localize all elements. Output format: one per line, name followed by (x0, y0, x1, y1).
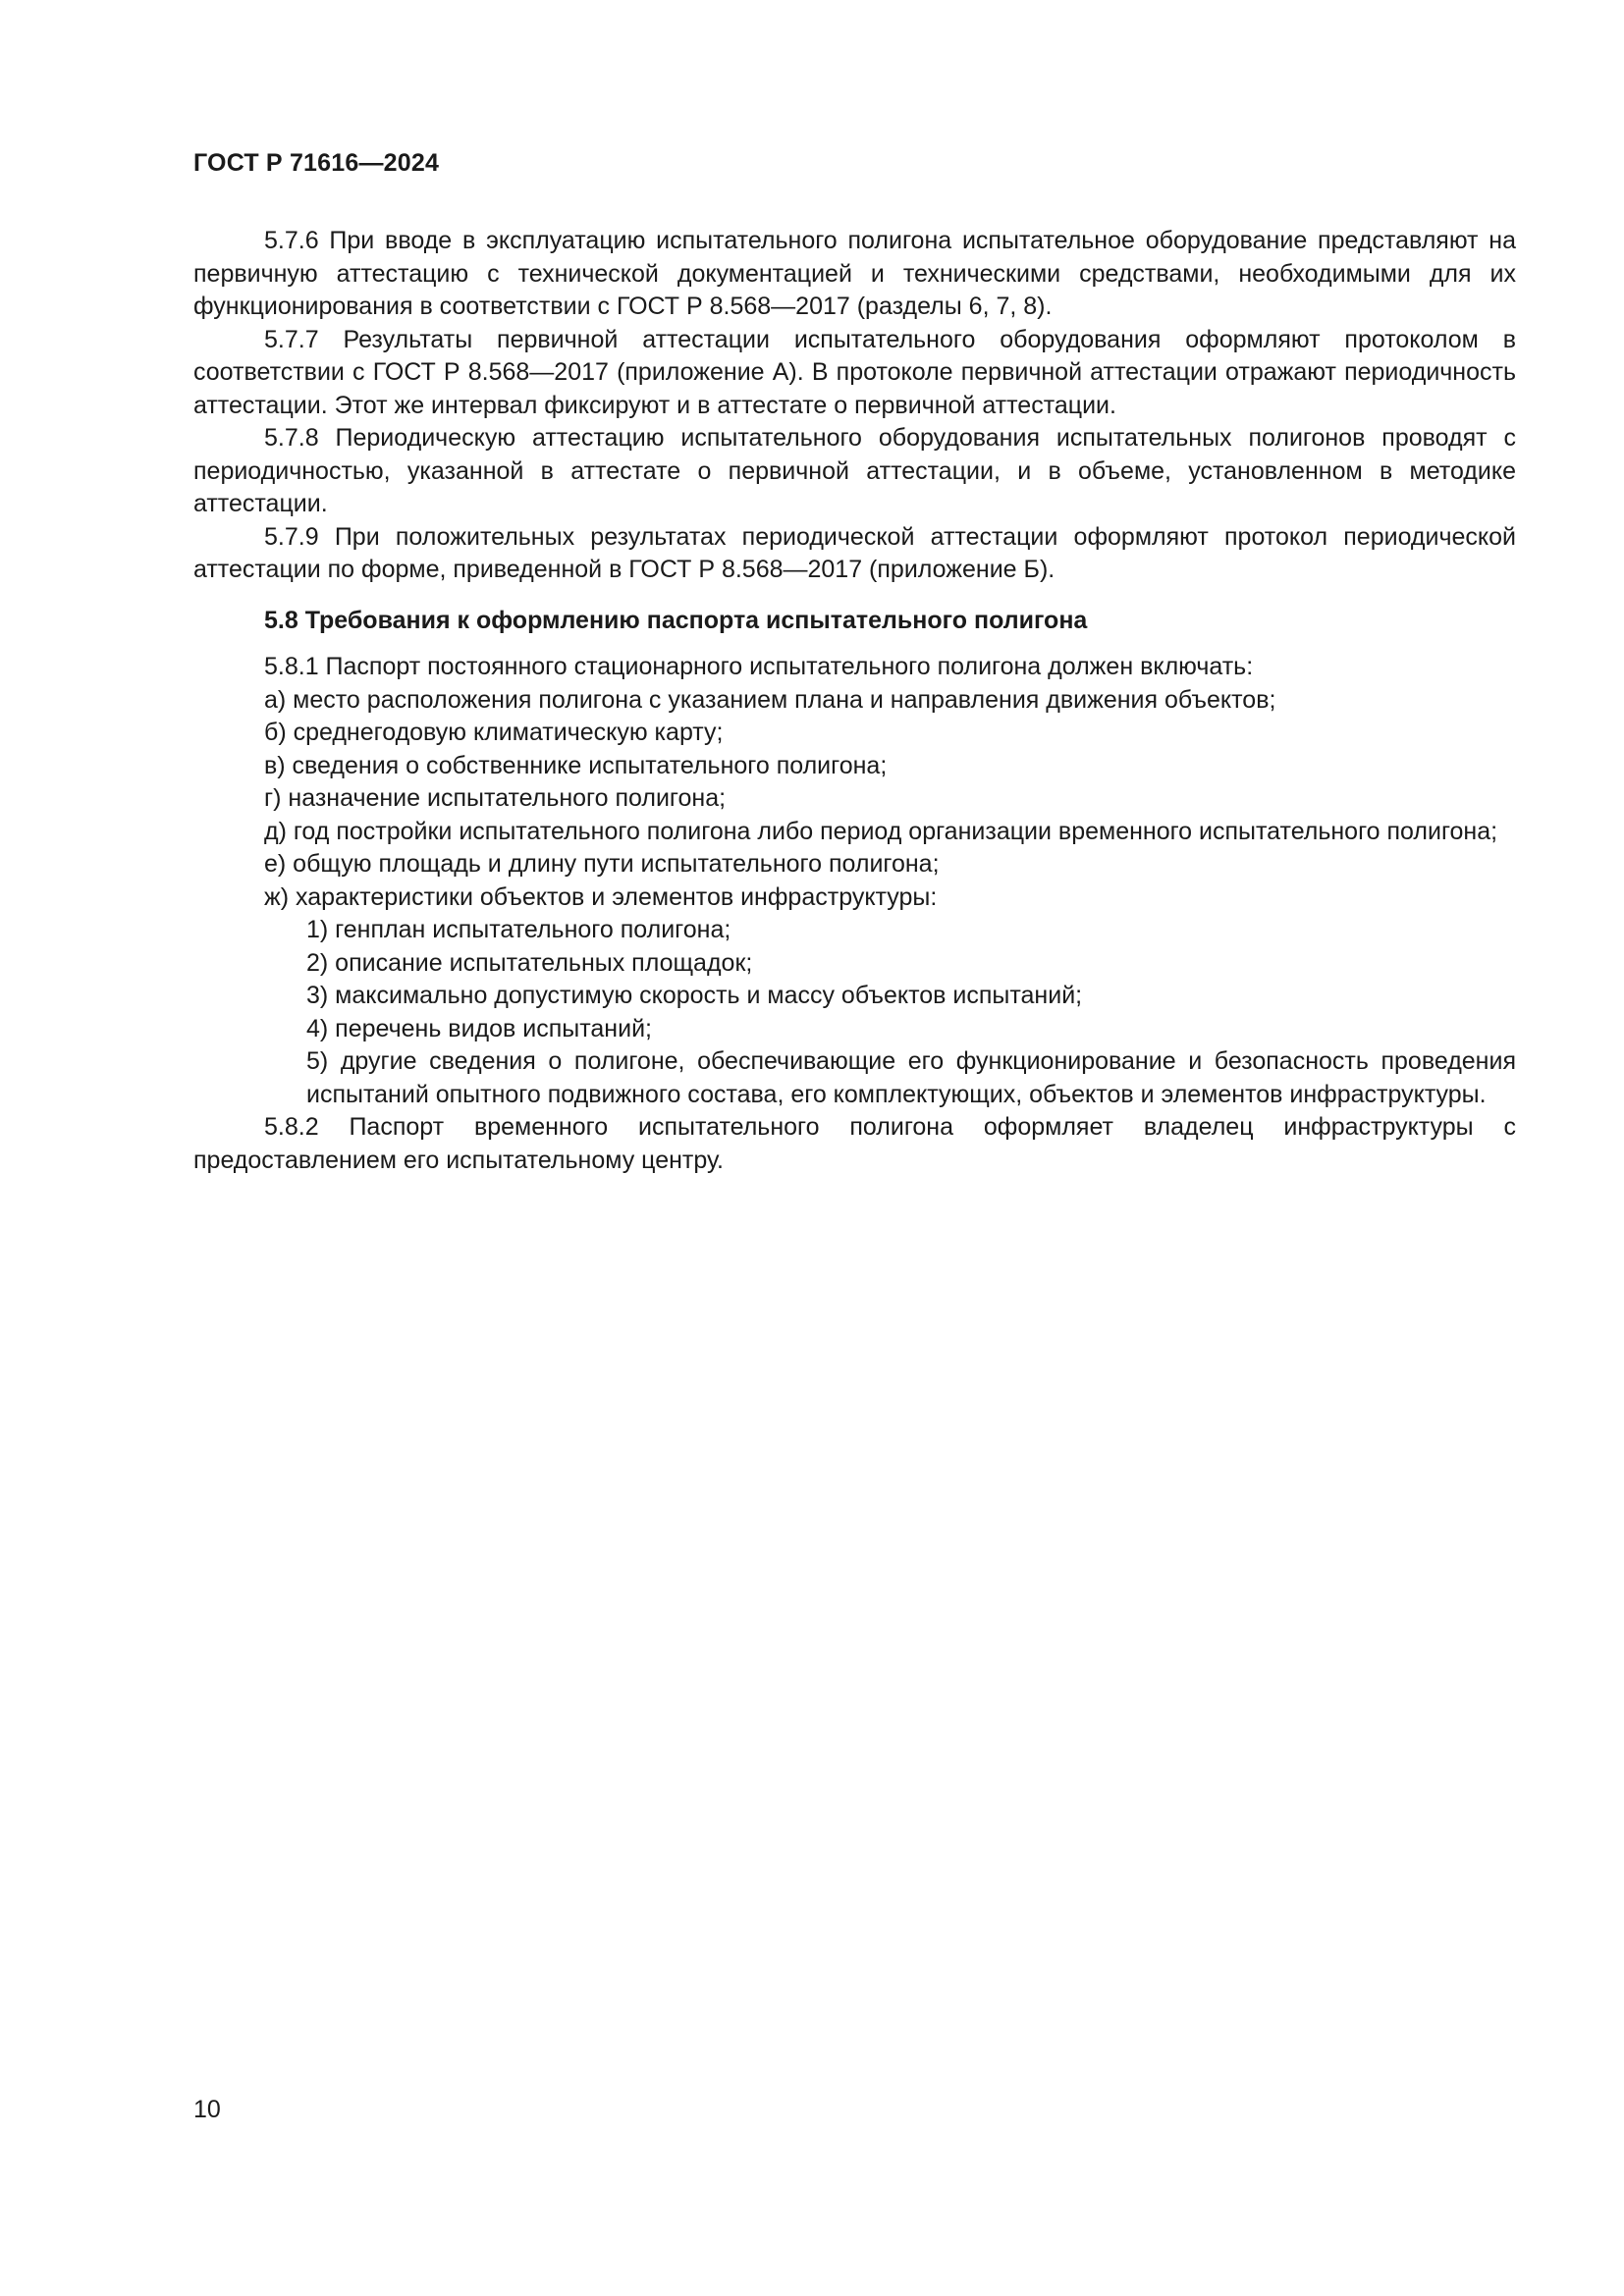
list-item-v: в) сведения о собственнике испытательного полигона; (264, 751, 888, 779)
paragraph-5-8-2: 5.8.2 Паспорт временного испытательного полигона оформляет владелец инфраструктуры с предоставлением его испытательному центру. (193, 1113, 1516, 1174)
list-item-a: а) место расположения полигона с указанием плана и направления движения объектов; (264, 685, 1276, 714)
paragraph-5-7-6: 5.7.6 При вводе в эксплуатацию испытательного полигона испытательное оборудование представляют на первичную аттестацию с технической документацией и техническими средствами, необходимыми для их функционирования в соответствии с ГОСТ Р 8.568—2017 (разделы 6, 7, 8). (193, 227, 1516, 320)
list-item-zh: ж) характеристики объектов и элементов инфраструктуры: (264, 882, 938, 911)
list-item-g: г) назначение испытательного полигона; (264, 784, 727, 812)
list-item-e: е) общую площадь и длину пути испытательного полигона; (264, 850, 940, 878)
sub-item-1: 1) генплан испытательного полигона; (306, 916, 731, 943)
paragraph-5-7-8: 5.7.8 Периодическую аттестацию испытательного оборудования испытательных полигонов проводят с периодичностью, указанной в аттестате о первичной аттестации, и в объеме, установленном в методике аттестации. (193, 424, 1516, 517)
paragraph-5-8-1: 5.8.1 Паспорт постоянного стационарного испытательного полигона должен включать: (264, 653, 1254, 680)
sub-item-3: 3) максимально допустимую скорость и массу объектов испытаний; (306, 982, 1083, 1009)
section-heading-5-8: 5.8 Требования к оформлению паспорта испытательного полигона (264, 606, 1088, 634)
sub-item-4: 4) перечень видов испытаний; (306, 1014, 652, 1042)
document-body (193, 225, 1516, 1177)
sub-item-2: 2) описание испытательных площадок; (306, 948, 753, 977)
list-item-b: б) среднегодовую климатическую карту; (264, 719, 724, 746)
sub-item-5: 5) другие сведения о полигоне, обеспечивающие его функционирование и безопасность проведения испытаний опытного подвижного состава, его комплектующих, объектов и элементов инфраструктуры. (306, 1047, 1516, 1108)
paragraph-5-7-7: 5.7.7 Результаты первичной аттестации испытательного оборудования оформляют протоколом в соответствии с ГОСТ Р 8.568—2017 (приложение А). В протоколе первичной аттестации отражают периодичность аттестации. Этот же интервал фиксируют и в аттестате о первичной аттестации. (193, 325, 1516, 419)
list-item-d: д) год постройки испытательного полигона либо период организации временного испытательного полигона; (264, 817, 1498, 845)
paragraph-5-7-9: 5.7.9 При положительных результатах периодической аттестации оформляют протокол периодической аттестации по форме, приведенной в ГОСТ Р 8.568—2017 (приложение Б). (193, 522, 1516, 583)
document-header: ГОСТ Р 71616—2024 (193, 149, 440, 177)
page-number: 10 (193, 2096, 221, 2123)
